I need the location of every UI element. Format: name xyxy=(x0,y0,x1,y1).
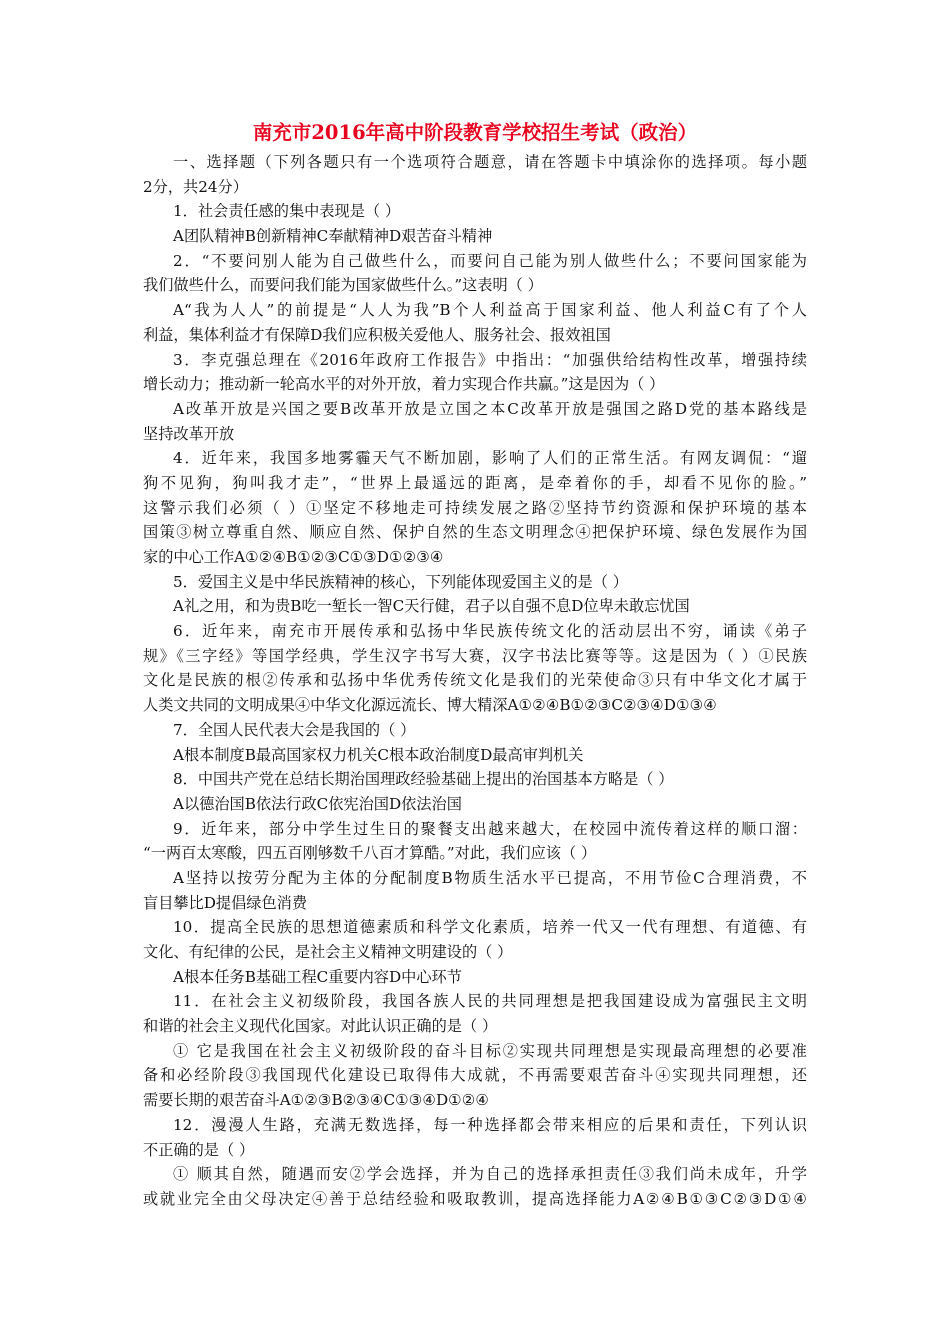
text-line: 规》《三字经》等国学经典，学生汉字书写大赛，汉字书法比赛等等。这是因为（ ）①民族 xyxy=(143,646,807,665)
text-line: A“我为人人”的前提是“人人为我”B个人利益高于国家利益、他人利益C有了个人 xyxy=(173,301,807,320)
text-line: 3．李克强总理在《2016年政府工作报告》中指出：“加强供给结构性改革，增强持续 xyxy=(173,350,807,369)
text-line: A根本制度B最高国家权力机关C根本政治制度D最高审判机关 xyxy=(173,745,584,764)
text-line: 2分，共24分） xyxy=(143,177,248,196)
text-line: 6．近年来，南充市开展传承和弘扬中华民族传统文化的活动层出不穷，诵读《弟子 xyxy=(173,622,807,641)
text-line: 国策③树立尊重自然、顺应自然、保护自然的生态文明理念④把保护环境、绿色发展作为国 xyxy=(143,523,807,542)
text-line: 2．“不要问别人能为自己做些什么，而要问自己能为别人做些什么；不要问国家能为 xyxy=(173,251,807,270)
text-line: 文化是民族的根②传承和弘扬中华优秀传统文化是我们的光荣使命③只有中华文化才属于 xyxy=(143,671,807,690)
text-line: 8．中国共产党在总结长期治国理政经验基础上提出的治国基本方略是（ ） xyxy=(173,770,674,789)
text-line: 家的中心工作A①②④B①②③C①③D①②③④ xyxy=(143,548,444,566)
text-line: 这警示我们必须（ ）①坚定不移地走可持续发展之路②坚持节约资源和保护环境的基本 xyxy=(143,498,807,517)
text-line: A根本任务B基础工程C重要内容D中心环节 xyxy=(173,967,462,986)
text-line: A礼之用，和为贵B吃一堑长一智C天行健，君子以自强不息D位卑未敢忘忧国 xyxy=(173,597,690,616)
text-line: 11．在社会主义初级阶段，我国各族人民的共同理想是把我国建设成为富强民主文明 xyxy=(173,992,807,1011)
text-line: A改革开放是兴国之要B改革开放是立国之本C改革开放是强国之路D党的基本路线是 xyxy=(173,399,807,418)
text-line: ① 它是我国在社会主义初级阶段的奋斗目标②实现共同理想是实现最高理想的必要准 xyxy=(173,1041,807,1060)
text-line: 文化、有纪律的公民，是社会主义精神文明建设的（ ） xyxy=(143,943,513,961)
text-line: A团队精神B创新精神C奉献精神D艰苦奋斗精神 xyxy=(173,227,493,246)
text-line: A以德治国B依法行政C依宪治国D依法治国 xyxy=(173,794,462,813)
text-line: 和谐的社会主义现代化国家。对此认识正确的是（ ） xyxy=(143,1017,498,1036)
text-line: 狗不见狗，狗叫我才走”，“世界上最遥远的距离，是牵着你的手，却看不见你的脸。” xyxy=(143,473,807,492)
text-line: 备和必经阶段③我国现代化建设已取得伟大成就，不再需要艰苦奋斗④实现共同理想，还 xyxy=(143,1066,807,1085)
text-line: ① 顺其自然，随遇而安②学会选择，并为自己的选择承担责任③我们尚未成年，升学 xyxy=(173,1165,807,1184)
text-line: A坚持以按劳分配为主体的分配制度B物质生活水平已提高，不用节俭C合理消费，不 xyxy=(173,868,807,887)
text-line: 5．爱国主义是中华民族精神的核心，下列能体现爱国主义的是（ ） xyxy=(173,572,628,591)
document-body xyxy=(143,150,807,1212)
text-line: 不正确的是（ ） xyxy=(143,1140,255,1159)
text-line: 盲目攀比D提倡绿色消费 xyxy=(143,893,308,912)
text-line: 利益，集体利益才有保障D我们应积极关爱他人、服务社会、报效祖国 xyxy=(143,325,611,344)
text-line: 4．近年来，我国多地雾霾天气不断加剧，影响了人们的正常生活。有网友调侃：“遛 xyxy=(173,449,807,468)
text-line: 10．提高全民族的思想道德素质和科学文化素质，培养一代又一代有理想、有道德、有 xyxy=(173,918,807,937)
text-line: 一、选择题（下列各题只有一个选项符合题意，请在答题卡中填涂你的选择项。每小题 xyxy=(173,153,807,171)
text-line: 或就业完全由父母决定④善于总结经验和吸取教训，提高选择能力A②④B①③C②③D①④ xyxy=(143,1189,807,1208)
text-line: 需要长期的艰苦奋斗A①②③B②③④C①③④D①②④ xyxy=(143,1091,489,1110)
text-line: 坚持改革开放 xyxy=(143,424,235,443)
text-line: 12．漫漫人生路，充满无数选择，每一种选择都会带来相应的后果和责任，下列认识 xyxy=(173,1115,807,1134)
text-line: 增长动力；推动新一轮高水平的对外开放，着力实现合作共赢。”这是因为（ ） xyxy=(143,375,665,394)
text-line: “一两百太寒酸，四五百刚够数千八百才算酷。”对此，我们应该（ ） xyxy=(143,844,597,863)
text-line: 9．近年来，部分中学生过生日的聚餐支出越来越大，在校园中流传着这样的顺口溜： xyxy=(173,819,807,838)
text-line: 1．社会责任感的集中表现是（ ） xyxy=(173,202,401,221)
text-line: 7．全国人民代表大会是我国的（ ） xyxy=(173,720,416,739)
document-title: 南充市2016年高中阶段教育学校招生考试（政治） xyxy=(252,121,698,144)
text-line: 人类文共同的文明成果④中华文化源远流长、博大精深A①②④B①②③C②③④D①③④ xyxy=(143,696,717,715)
text-line: 我们做些什么，而要问我们能为国家做些什么。”这表明（ ） xyxy=(143,276,543,295)
